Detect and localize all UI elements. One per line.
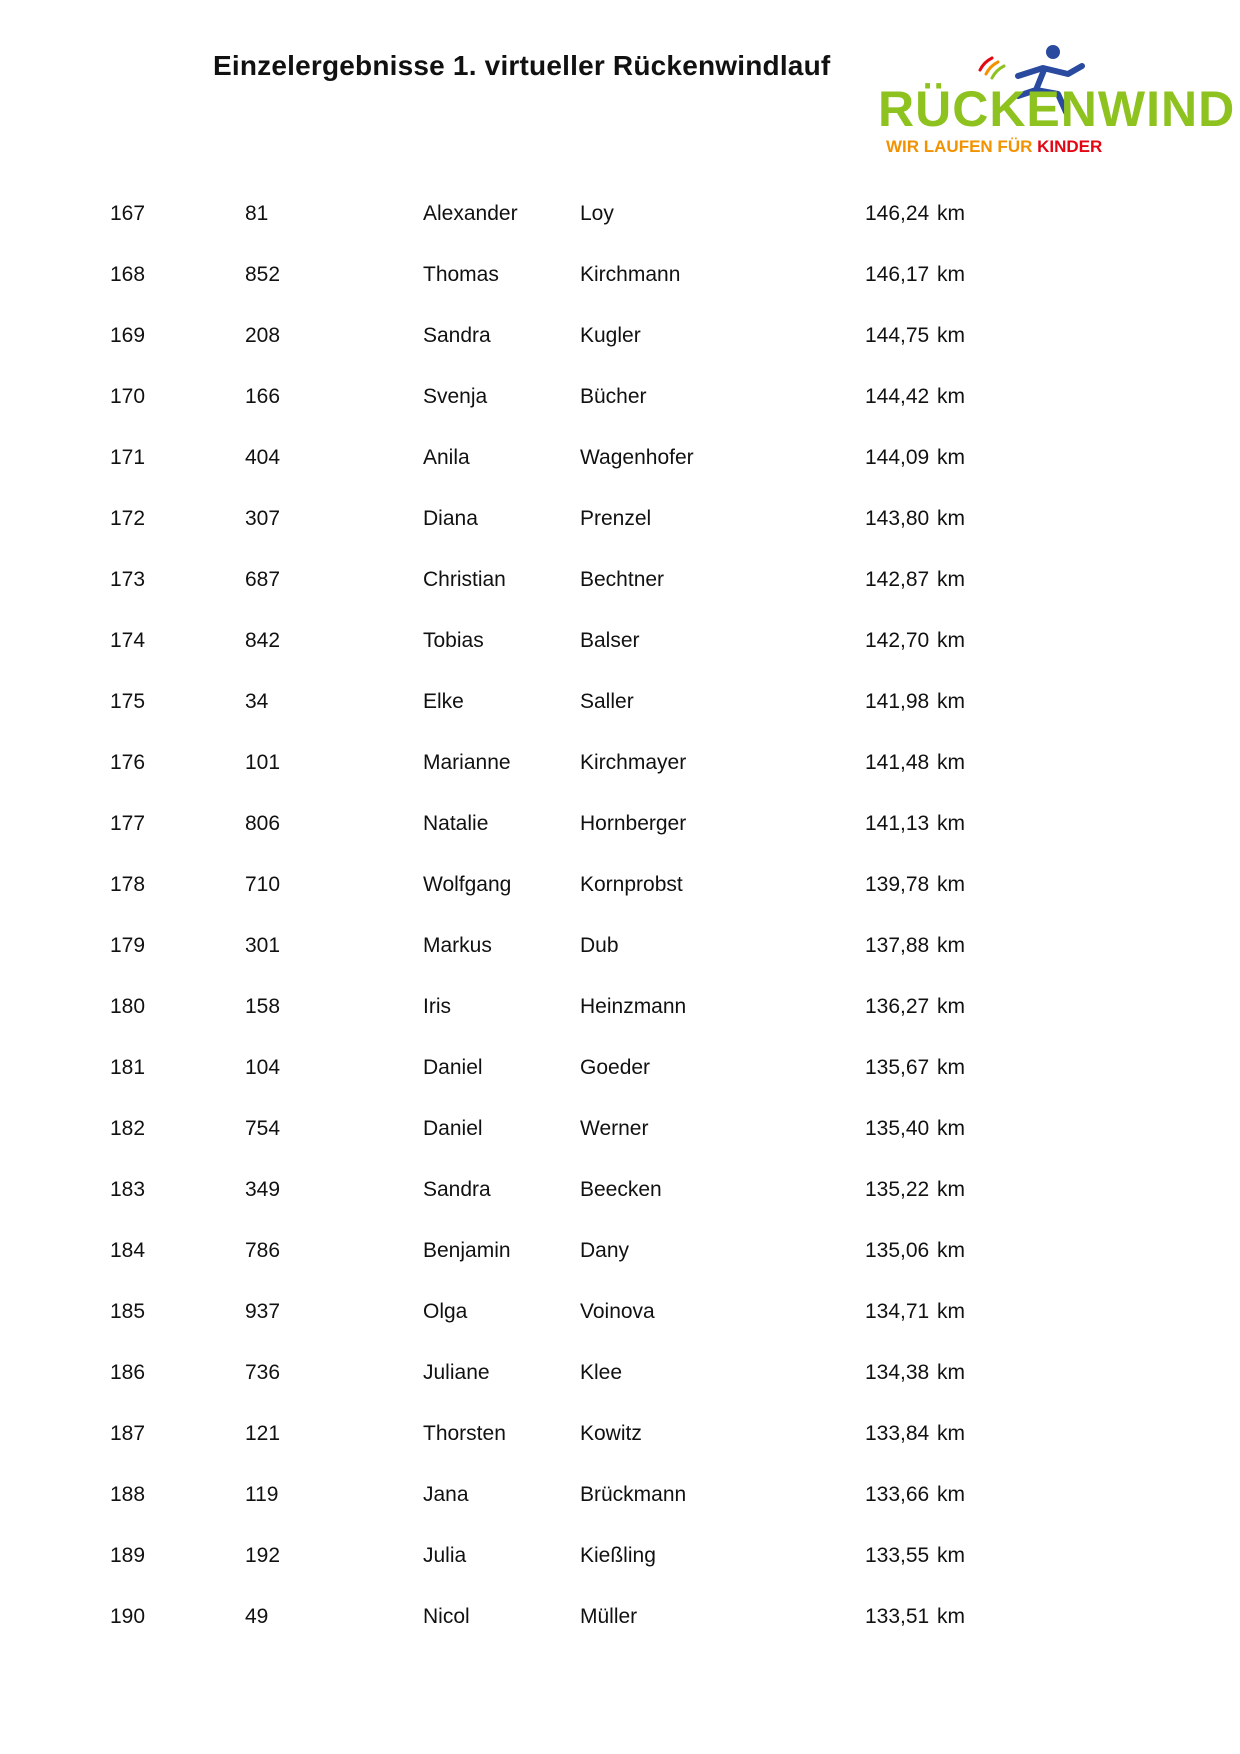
distance-unit-cell: km xyxy=(937,1117,965,1140)
last-name-cell: Kowitz xyxy=(580,1422,642,1445)
last-name-cell: Dub xyxy=(580,934,619,957)
result-row xyxy=(0,305,1240,366)
bib-number-cell: 349 xyxy=(245,1178,281,1201)
distance-unit-cell: km xyxy=(937,324,965,347)
logo-tagline-part1: WIR LAUFEN FÜR xyxy=(886,137,1038,156)
distance-cell: 144,42 xyxy=(865,385,930,408)
bib-number-cell: 842 xyxy=(245,629,281,652)
bib-number-cell: 786 xyxy=(245,1239,281,1262)
distance-unit-cell: km xyxy=(937,1056,965,1079)
last-name-cell: Prenzel xyxy=(580,507,652,530)
page-title: Einzelergebnisse 1. virtueller Rückenwindlauf xyxy=(213,50,831,81)
first-name-cell: Wolfgang xyxy=(423,873,512,896)
distance-cell: 137,88 xyxy=(865,934,930,957)
distance-unit-cell: km xyxy=(937,873,965,896)
first-name-cell: Diana xyxy=(423,507,478,530)
bib-number-cell: 852 xyxy=(245,263,281,286)
last-name-cell: Hornberger xyxy=(580,812,687,835)
rank-cell: 178 xyxy=(110,873,146,896)
distance-cell: 133,66 xyxy=(865,1483,930,1506)
distance-cell: 133,84 xyxy=(865,1422,930,1445)
distance-cell: 136,27 xyxy=(865,995,930,1018)
rank-cell: 181 xyxy=(110,1056,146,1079)
distance-cell: 146,17 xyxy=(865,263,930,286)
bib-number-cell: 710 xyxy=(245,873,281,896)
rank-cell: 177 xyxy=(110,812,146,835)
first-name-cell: Markus xyxy=(423,934,492,957)
rank-cell: 170 xyxy=(110,385,146,408)
distance-unit-cell: km xyxy=(937,751,965,774)
result-row xyxy=(0,732,1240,793)
last-name-cell: Voinova xyxy=(580,1300,655,1323)
rank-cell: 189 xyxy=(110,1544,146,1567)
distance-cell: 134,71 xyxy=(865,1300,930,1323)
distance-cell: 134,38 xyxy=(865,1361,930,1384)
distance-unit-cell: km xyxy=(937,507,965,530)
first-name-cell: Daniel xyxy=(423,1117,483,1140)
rank-cell: 167 xyxy=(110,202,146,225)
first-name-cell: Olga xyxy=(423,1300,468,1323)
distance-unit-cell: km xyxy=(937,1605,965,1628)
last-name-cell: Heinzmann xyxy=(580,995,687,1018)
result-row xyxy=(0,1281,1240,1342)
rank-cell: 180 xyxy=(110,995,146,1018)
rank-cell: 168 xyxy=(110,263,146,286)
distance-cell: 142,87 xyxy=(865,568,930,591)
first-name-cell: Thorsten xyxy=(423,1422,506,1445)
bib-number-cell: 208 xyxy=(245,324,281,347)
distance-unit-cell: km xyxy=(937,263,965,286)
rank-cell: 179 xyxy=(110,934,146,957)
distance-unit-cell: km xyxy=(937,1239,965,1262)
last-name-cell: Klee xyxy=(580,1361,623,1384)
result-row xyxy=(0,427,1240,488)
first-name-cell: Elke xyxy=(423,690,464,713)
bib-number-cell: 81 xyxy=(245,202,269,225)
last-name-cell: Dany xyxy=(580,1239,630,1262)
first-name-cell: Daniel xyxy=(423,1056,483,1079)
result-row xyxy=(0,1525,1240,1586)
first-name-cell: Nicol xyxy=(423,1605,470,1628)
result-row xyxy=(0,854,1240,915)
first-name-cell: Anila xyxy=(423,446,470,469)
distance-unit-cell: km xyxy=(937,1178,965,1201)
bib-number-cell: 104 xyxy=(245,1056,281,1079)
distance-unit-cell: km xyxy=(937,934,965,957)
bib-number-cell: 754 xyxy=(245,1117,281,1140)
result-row xyxy=(0,671,1240,732)
result-row xyxy=(0,488,1240,549)
distance-unit-cell: km xyxy=(937,1361,965,1384)
rank-cell: 182 xyxy=(110,1117,146,1140)
last-name-cell: Kießling xyxy=(580,1544,656,1567)
results-table xyxy=(0,183,1240,1647)
result-row xyxy=(0,1037,1240,1098)
last-name-cell: Kornprobst xyxy=(580,873,683,896)
bib-number-cell: 34 xyxy=(245,690,269,713)
distance-cell: 144,75 xyxy=(865,324,930,347)
rank-cell: 188 xyxy=(110,1483,146,1506)
distance-unit-cell: km xyxy=(937,1544,965,1567)
distance-unit-cell: km xyxy=(937,1422,965,1445)
first-name-cell: Christian xyxy=(423,568,506,591)
distance-unit-cell: km xyxy=(937,446,965,469)
bib-number-cell: 404 xyxy=(245,446,281,469)
first-name-cell: Marianne xyxy=(423,751,511,774)
result-row xyxy=(0,1220,1240,1281)
rank-cell: 169 xyxy=(110,324,146,347)
bib-number-cell: 49 xyxy=(245,1605,269,1628)
rank-cell: 171 xyxy=(110,446,146,469)
distance-unit-cell: km xyxy=(937,690,965,713)
distance-cell: 133,51 xyxy=(865,1605,930,1628)
last-name-cell: Werner xyxy=(580,1117,649,1140)
bib-number-cell: 806 xyxy=(245,812,281,835)
result-row xyxy=(0,610,1240,671)
last-name-cell: Kirchmayer xyxy=(580,751,687,774)
result-row xyxy=(0,1464,1240,1525)
result-row xyxy=(0,793,1240,854)
distance-cell: 142,70 xyxy=(865,629,930,652)
result-row xyxy=(0,1098,1240,1159)
bib-number-cell: 166 xyxy=(245,385,281,408)
result-row xyxy=(0,244,1240,305)
distance-unit-cell: km xyxy=(937,202,965,225)
distance-unit-cell: km xyxy=(937,385,965,408)
distance-cell: 143,80 xyxy=(865,507,930,530)
result-row xyxy=(0,1159,1240,1220)
bib-number-cell: 119 xyxy=(245,1483,279,1506)
distance-cell: 141,48 xyxy=(865,751,930,774)
distance-unit-cell: km xyxy=(937,1300,965,1323)
first-name-cell: Benjamin xyxy=(423,1239,511,1262)
last-name-cell: Wagenhofer xyxy=(580,446,694,469)
last-name-cell: Bücher xyxy=(580,385,647,408)
first-name-cell: Alexander xyxy=(423,202,518,225)
rank-cell: 176 xyxy=(110,751,146,774)
distance-unit-cell: km xyxy=(937,995,965,1018)
rank-cell: 184 xyxy=(110,1239,146,1262)
bib-number-cell: 192 xyxy=(245,1544,281,1567)
last-name-cell: Goeder xyxy=(580,1056,651,1079)
last-name-cell: Müller xyxy=(580,1605,638,1628)
distance-cell: 135,22 xyxy=(865,1178,930,1201)
distance-unit-cell: km xyxy=(937,1483,965,1506)
result-row xyxy=(0,549,1240,610)
distance-cell: 135,06 xyxy=(865,1239,930,1262)
bib-number-cell: 307 xyxy=(245,507,281,530)
rank-cell: 173 xyxy=(110,568,146,591)
svg-text:WIR LAUFEN FÜR KINDER xyxy=(886,137,1102,156)
result-row xyxy=(0,1342,1240,1403)
logo-wordmark: RÜCKENWIND xyxy=(878,81,1236,137)
rank-cell: 185 xyxy=(110,1300,146,1323)
first-name-cell: Juliane xyxy=(423,1361,490,1384)
distance-cell: 146,24 xyxy=(865,202,930,225)
distance-cell: 135,40 xyxy=(865,1117,930,1140)
distance-unit-cell: km xyxy=(937,568,965,591)
distance-unit-cell: km xyxy=(937,629,965,652)
bib-number-cell: 736 xyxy=(245,1361,281,1384)
distance-unit-cell: km xyxy=(937,812,965,835)
last-name-cell: Kugler xyxy=(580,324,641,347)
distance-cell: 139,78 xyxy=(865,873,930,896)
first-name-cell: Julia xyxy=(423,1544,467,1567)
logo-tagline-part2: KINDER xyxy=(1037,137,1103,156)
last-name-cell: Loy xyxy=(580,202,614,225)
wind-lines-icon xyxy=(980,58,1004,78)
last-name-cell: Brückmann xyxy=(580,1483,687,1506)
bib-number-cell: 687 xyxy=(245,568,281,591)
rank-cell: 175 xyxy=(110,690,146,713)
last-name-cell: Bechtner xyxy=(580,568,665,591)
result-row xyxy=(0,976,1240,1037)
last-name-cell: Beecken xyxy=(580,1178,662,1201)
bib-number-cell: 937 xyxy=(245,1300,281,1323)
rank-cell: 174 xyxy=(110,629,146,652)
distance-cell: 141,13 xyxy=(865,812,930,835)
first-name-cell: Tobias xyxy=(423,629,484,652)
first-name-cell: Thomas xyxy=(423,263,499,286)
first-name-cell: Sandra xyxy=(423,324,491,347)
bib-number-cell: 301 xyxy=(245,934,281,957)
bib-number-cell: 158 xyxy=(245,995,281,1018)
rank-cell: 172 xyxy=(110,507,146,530)
result-row xyxy=(0,1403,1240,1464)
first-name-cell: Sandra xyxy=(423,1178,491,1201)
last-name-cell: Balser xyxy=(580,629,640,652)
distance-cell: 133,55 xyxy=(865,1544,930,1567)
rank-cell: 186 xyxy=(110,1361,146,1384)
distance-cell: 144,09 xyxy=(865,446,930,469)
distance-cell: 135,67 xyxy=(865,1056,930,1079)
result-row xyxy=(0,915,1240,976)
bib-number-cell: 121 xyxy=(245,1422,281,1445)
first-name-cell: Jana xyxy=(423,1483,469,1506)
first-name-cell: Natalie xyxy=(423,812,489,835)
rank-cell: 187 xyxy=(110,1422,146,1445)
result-row xyxy=(0,366,1240,427)
result-row xyxy=(0,1586,1240,1647)
bib-number-cell: 101 xyxy=(245,751,281,774)
last-name-cell: Kirchmann xyxy=(580,263,681,286)
last-name-cell: Saller xyxy=(580,690,634,713)
rueckenwind-logo xyxy=(868,40,1236,160)
first-name-cell: Svenja xyxy=(423,385,488,408)
first-name-cell: Iris xyxy=(423,995,451,1018)
rank-cell: 190 xyxy=(110,1605,146,1628)
distance-cell: 141,98 xyxy=(865,690,930,713)
result-row xyxy=(0,183,1240,244)
rank-cell: 183 xyxy=(110,1178,146,1201)
